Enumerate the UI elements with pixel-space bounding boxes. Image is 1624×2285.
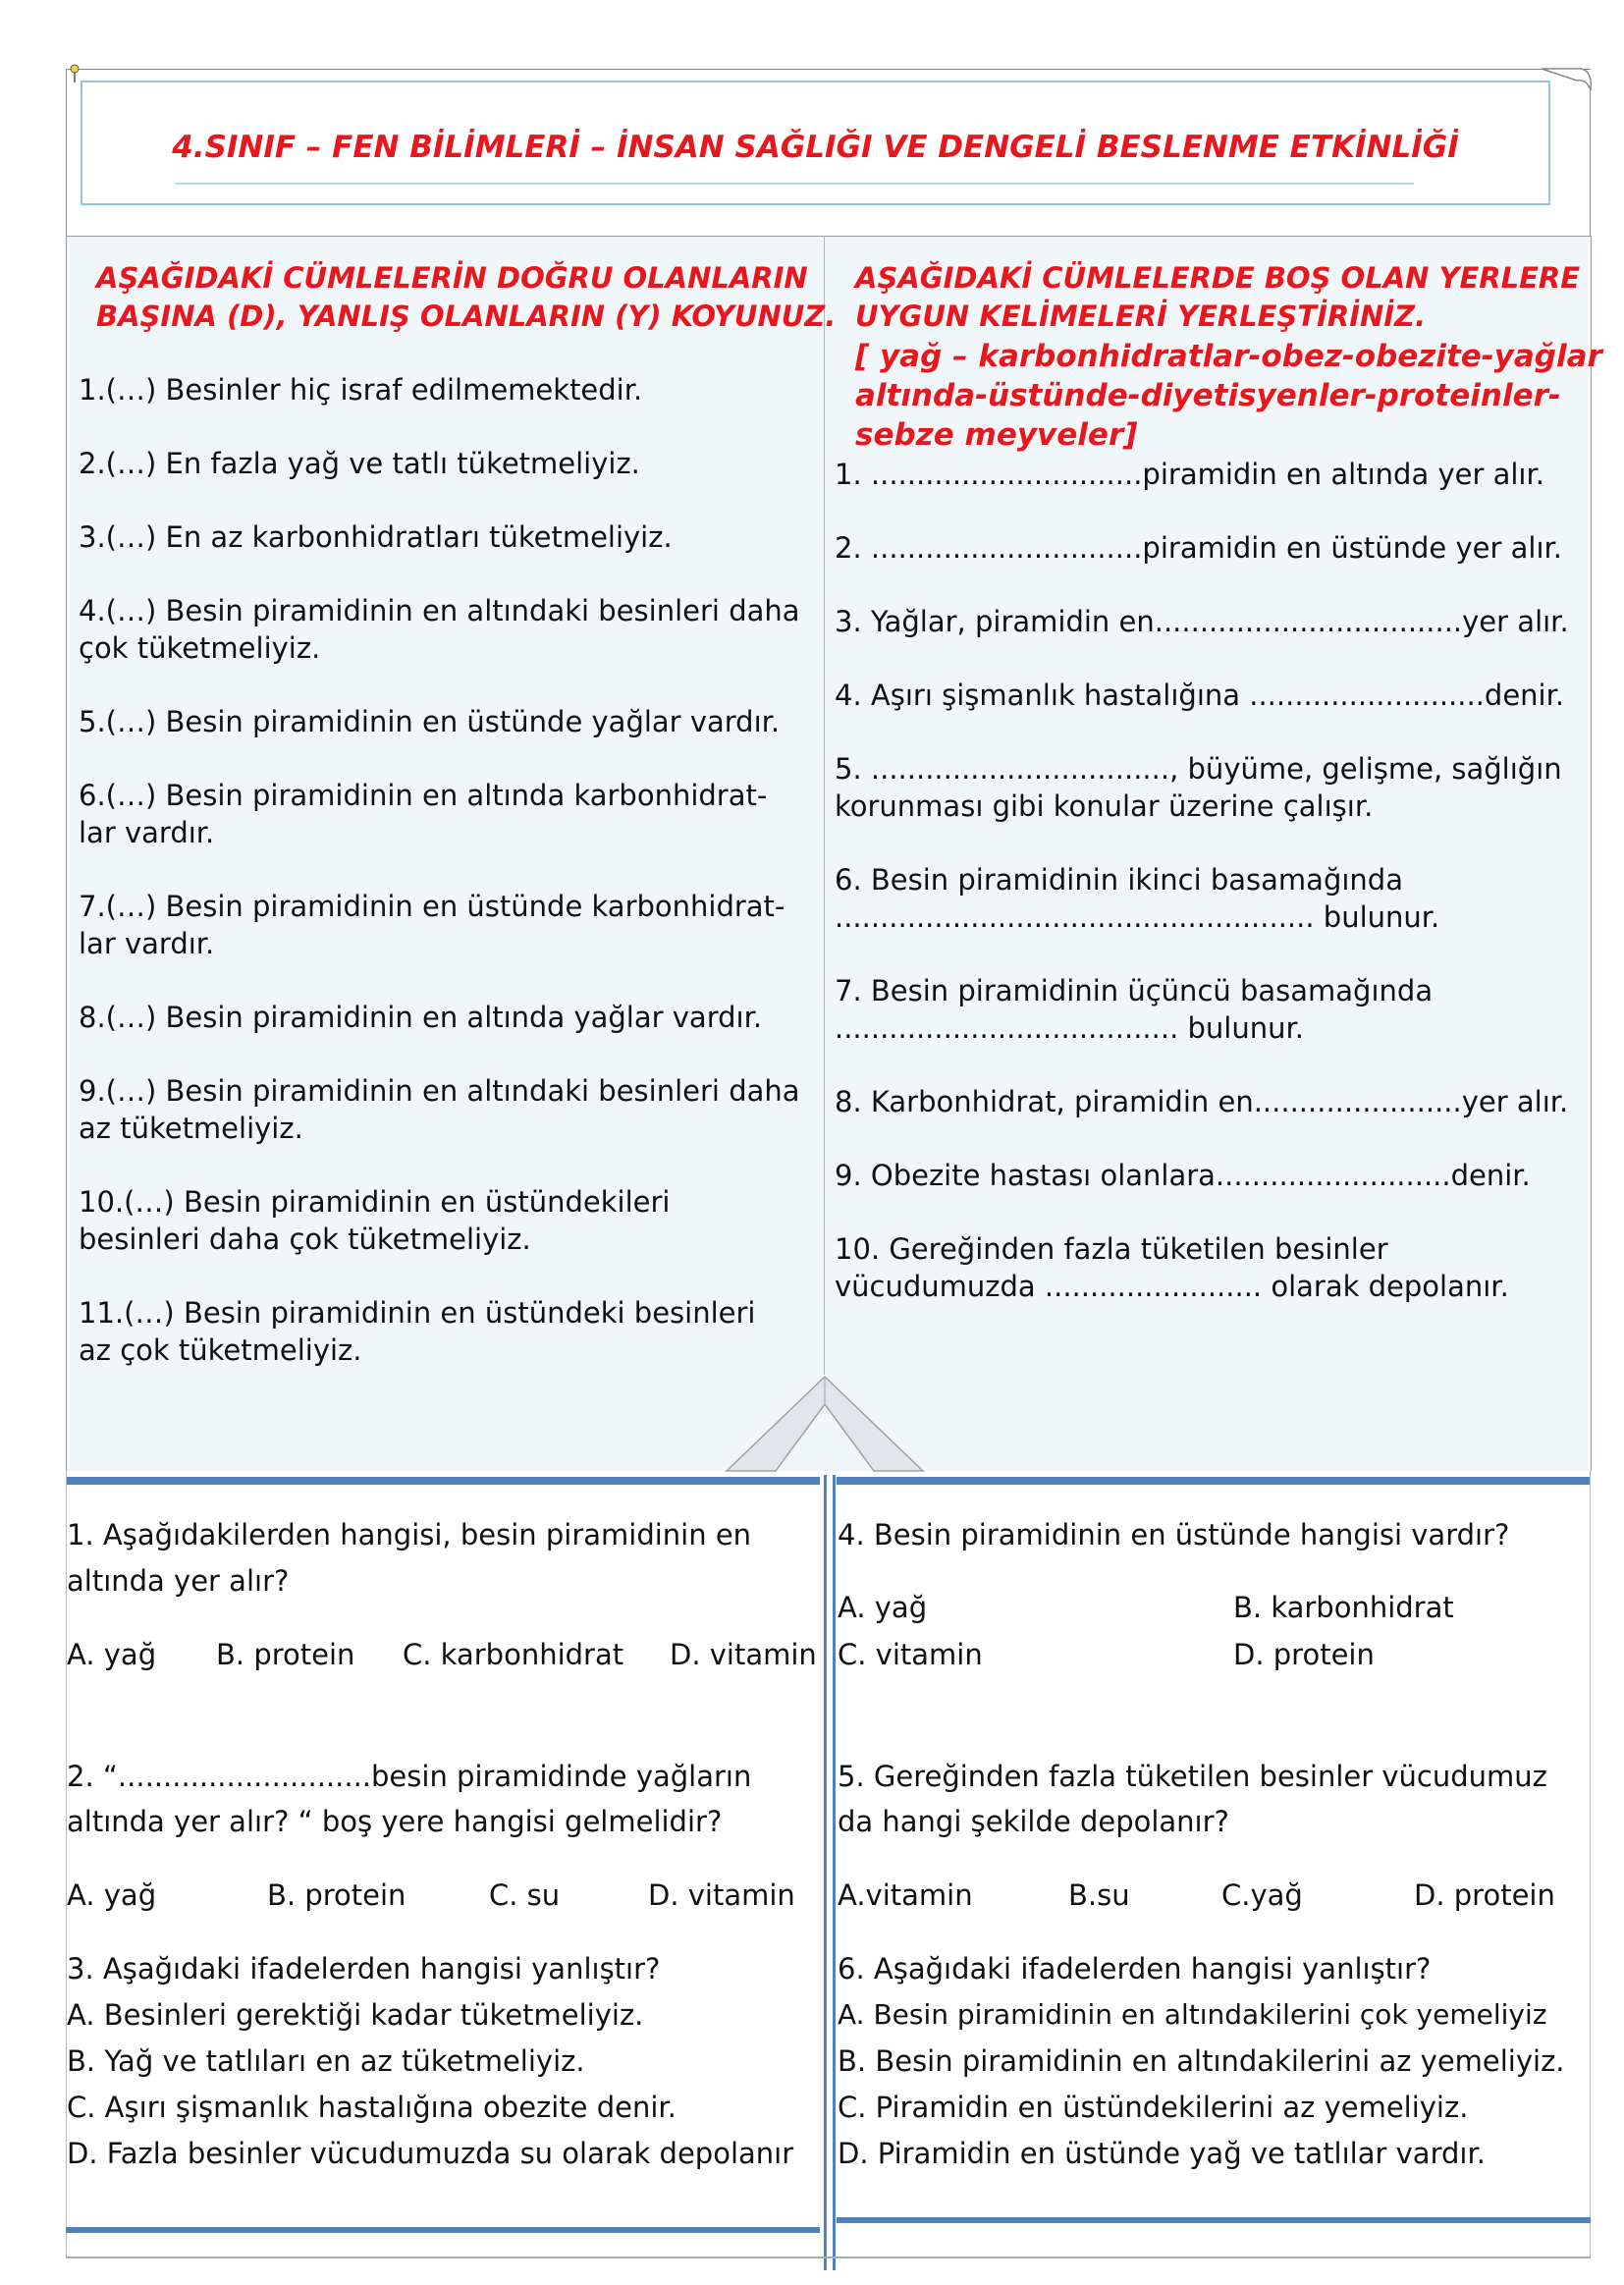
fill-blank-heading-2: UYGUN KELİMELERİ YERLEŞTİRİNİZ. (855, 299, 1427, 333)
fb-item-6: 6. Besin piramidinin ikinci basamağında (835, 863, 1403, 897)
page-curl-icon (1542, 65, 1600, 98)
tf-item-1: 1.(…) Besinler hiç israf edilmemektedir. (79, 373, 643, 407)
tf-item-9-cont: az tüketmeliyiz. (79, 1112, 303, 1145)
q2-option-c: C. su (489, 1878, 561, 1912)
true-false-heading-2: BAŞINA (D), YANLIŞ OLANLARIN (Y) KOYUNUZ. (96, 299, 837, 333)
tf-item-8: 8.(…) Besin piramidinin en altında yağlar vardır. (79, 1001, 763, 1034)
q1-option-c: C. karbonhidrat (403, 1638, 624, 1671)
q2-option-a: A. yağ (67, 1878, 157, 1912)
page-title: 4.SINIF – FEN BİLİMLERİ – İNSAN SAĞLIĞI VE DENGELİ BESLENME ETKİNLİĞİ (172, 130, 1459, 165)
tf-item-10: 10.(…) Besin piramidinin en üstündekileri (79, 1185, 671, 1219)
q2-text-cont: altında yer alır? “ boş yere hangisi gelmelidir? (67, 1805, 723, 1838)
q5-text-cont: da hangi şekilde depolanır? (838, 1805, 1229, 1838)
mc-divider-right (833, 1475, 836, 2270)
q4-option-c: C. vitamin (838, 1638, 983, 1671)
q3-option-b: B. Yağ ve tatlıları en az tüketmeliyiz. (67, 2044, 585, 2078)
mc-divider-left (824, 1475, 827, 2270)
tf-item-4: 4.(…) Besin piramidinin en altındaki besinleri daha (79, 594, 800, 627)
fb-item-9: 9. Obezite hastası olanlara..........................denir. (835, 1159, 1531, 1192)
word-bank-1: [ yağ – karbonhidratlar-obez-obezite-yağlar (855, 339, 1602, 374)
q2-option-b: B. protein (267, 1878, 406, 1912)
q5-option-c: C.yağ (1221, 1878, 1303, 1912)
fb-item-10: 10. Gereğinden fazla tüketilen besinler (835, 1232, 1388, 1266)
tf-item-5: 5.(…) Besin piramidinin en üstünde yağlar vardır. (79, 705, 781, 738)
word-bank-2: altında-üstünde-diyetisyenler-proteinler- (855, 378, 1561, 413)
tf-item-10-cont: besinleri daha çok tüketmeliyiz. (79, 1223, 531, 1256)
q6-option-a: A. Besin piramidinin en altındakilerini çok yemeliyiz (838, 1998, 1547, 2031)
word-bank-3: sebze meyveler] (855, 417, 1138, 453)
tf-item-7: 7.(…) Besin piramidinin en üstünde karbonhidrat- (79, 890, 785, 923)
fill-blank-heading-1: AŞAĞIDAKİ CÜMLELERDE BOŞ OLAN YERLERE (855, 261, 1581, 295)
q4-option-b: B. karbonhidrat (1233, 1591, 1454, 1624)
mc-right-bottom-bar (837, 2217, 1591, 2223)
mc-right-top-bar (837, 1477, 1591, 1485)
fb-item-7: 7. Besin piramidinin üçüncü basamağında (835, 974, 1434, 1007)
fb-item-6-cont: ..................................................... bulunur. (835, 900, 1440, 934)
tf-item-6-cont: lar vardır. (79, 816, 215, 849)
tf-item-3: 3.(…) En az karbonhidratları tüketmeliyiz. (79, 520, 673, 554)
paper-top-edge (66, 69, 1591, 70)
mc-right-border (1590, 1471, 1591, 2257)
q2-text: 2. “............................besin piramidinde yağların (67, 1760, 752, 1793)
true-false-heading-1: AŞAĞIDAKİ CÜMLELERİN DOĞRU OLANLARIN (96, 261, 808, 295)
q1-text-cont: altında yer alır? (67, 1564, 290, 1598)
q1-text: 1. Aşağıdakilerden hangisi, besin piramidinin en (67, 1518, 752, 1551)
tf-item-7-cont: lar vardır. (79, 927, 215, 960)
mc-left-bottom-bar (66, 2227, 820, 2233)
fb-item-4: 4. Aşırı şişmanlık hastalığına ..........................denir. (835, 679, 1565, 712)
q2-option-d: D. vitamin (648, 1878, 795, 1912)
mc-left-top-bar (66, 1477, 820, 1485)
fb-item-8: 8. Karbonhidrat, piramidin en.......................yer alır. (835, 1085, 1569, 1118)
page-bottom-line (66, 2257, 1591, 2258)
q4-text: 4. Besin piramidinin en üstünde hangisi vardır? (838, 1518, 1510, 1551)
q5-option-d: D. protein (1414, 1878, 1555, 1912)
tf-item-2: 2.(…) En fazla yağ ve tatlı tüketmeliyiz. (79, 447, 640, 480)
q3-option-a: A. Besinleri gerektiği kadar tüketmeliyiz. (67, 1998, 644, 2032)
tf-item-11-cont: az çok tüketmeliyiz. (79, 1333, 362, 1367)
tf-item-4-cont: çok tüketmeliyiz. (79, 631, 321, 665)
q3-option-d: D. Fazla besinler vücudumuzda su olarak depolanır (67, 2137, 794, 2170)
paper-left-edge (66, 69, 67, 236)
q6-option-d: D. Piramidin en üstünde yağ ve tatlılar vardır. (838, 2137, 1486, 2170)
fb-item-1: 1. ..............................piramidin en altında yer alır. (835, 458, 1544, 491)
q5-option-b: B.su (1068, 1878, 1130, 1912)
q3-option-c: C. Aşırı şişmanlık hastalığına obezite denir. (67, 2091, 677, 2124)
panel-top-border (66, 236, 1591, 237)
fb-item-3: 3. Yağlar, piramidin en..................................yer alır. (835, 605, 1569, 638)
tf-item-11: 11.(…) Besin piramidinin en üstündeki besinleri (79, 1296, 756, 1330)
q6-text: 6. Aşağıdaki ifadelerden hangisi yanlıştır? (838, 1952, 1432, 1986)
q5-option-a: A.vitamin (838, 1878, 973, 1912)
tf-item-9: 9.(…) Besin piramidinin en altındaki besinleri daha (79, 1074, 800, 1108)
column-divider (824, 236, 825, 1375)
tf-item-6: 6.(…) Besin piramidinin en altında karbonhidrat- (79, 779, 768, 812)
q3-text: 3. Aşağıdaki ifadelerden hangisi yanlıştır? (67, 1952, 661, 1986)
title-underline (175, 183, 1414, 185)
q6-option-b: B. Besin piramidinin en altındakilerini az yemeliyiz. (838, 2044, 1565, 2078)
fb-item-5-cont: korunması gibi konular üzerine çalışır. (835, 789, 1374, 823)
q1-option-b: B. protein (216, 1638, 355, 1671)
chevron-decoration-icon (727, 1375, 923, 1473)
fb-item-2: 2. ..............................piramidin en üstünde yer alır. (835, 531, 1563, 565)
q4-option-a: A. yağ (838, 1591, 928, 1624)
fb-item-10-cont: vücudumuzda ........................ olarak depolanır. (835, 1270, 1509, 1303)
q1-option-d: D. vitamin (670, 1638, 817, 1671)
q4-option-d: D. protein (1233, 1638, 1375, 1671)
fb-item-5: 5. ................................., büyüme, gelişme, sağlığın (835, 752, 1562, 786)
paper-right-edge (1590, 90, 1591, 236)
q1-option-a: A. yağ (67, 1638, 157, 1671)
q6-option-c: C. Piramidin en üstündekilerini az yemeliyiz. (838, 2091, 1469, 2124)
q5-text: 5. Gereğinden fazla tüketilen besinler vücudumuz (838, 1760, 1547, 1793)
fb-item-7-cont: ...................................... bulunur. (835, 1011, 1304, 1045)
